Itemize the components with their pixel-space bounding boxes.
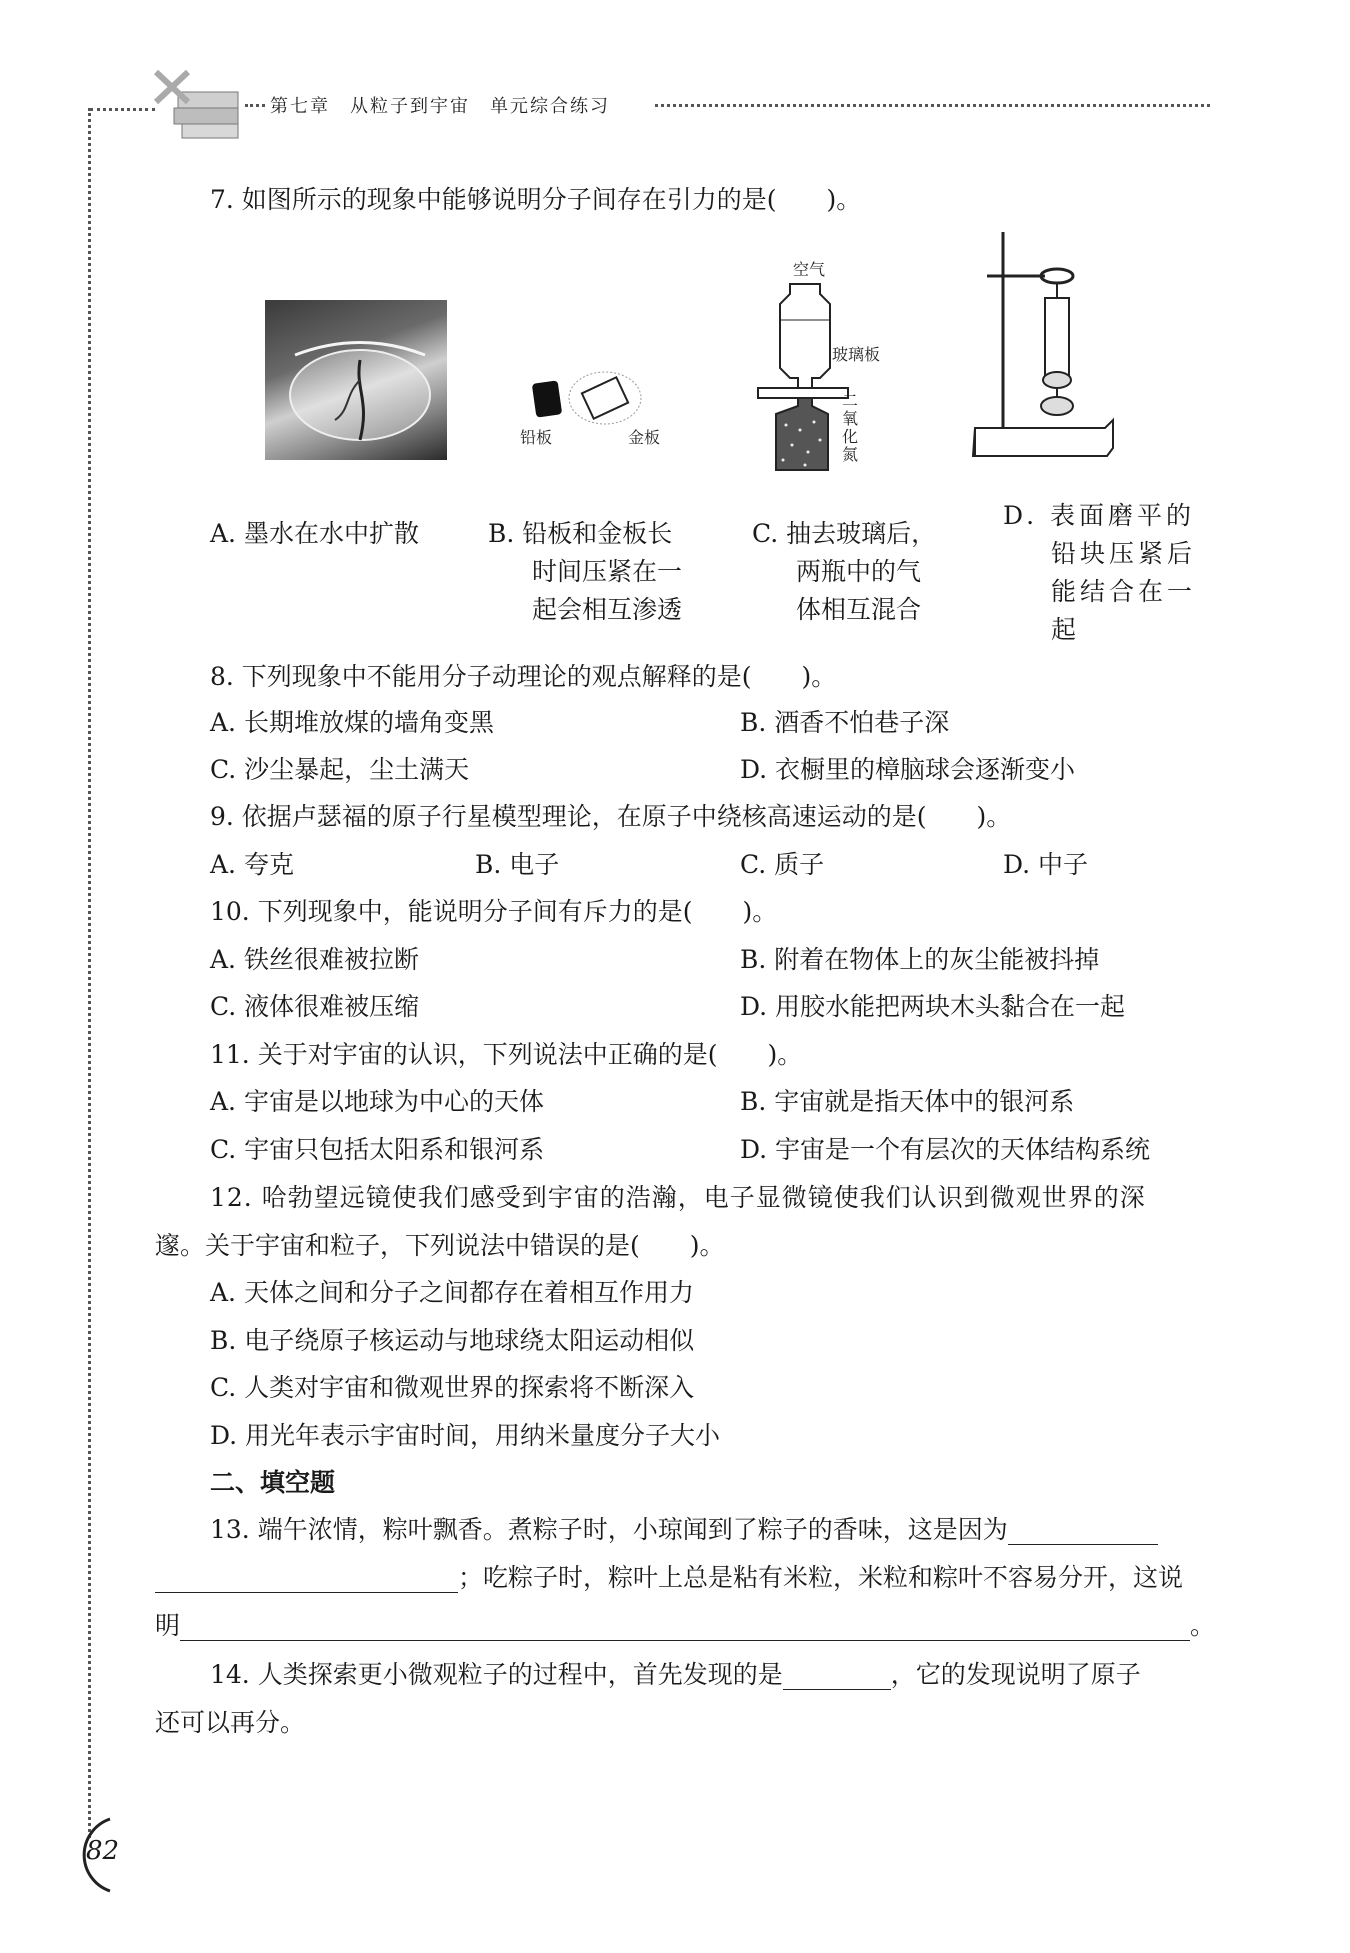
q7-option-c[interactable] <box>752 515 936 629</box>
q7-option-b[interactable] <box>488 515 682 629</box>
q13-blank-1[interactable] <box>1008 1518 1158 1545</box>
q7-option-d[interactable] <box>1003 497 1196 649</box>
q11-option-b[interactable]: B. 宇宙就是指天体中的银河系 <box>740 1087 1075 1116</box>
q11-stem: 11. 关于对宇宙的认识，下列说法中正确的是( )。 <box>210 1040 803 1069</box>
label-lead: 铅板 <box>520 428 553 447</box>
label-no2-1: 二 <box>842 391 859 410</box>
page-number: 82 <box>86 1836 120 1866</box>
q14-blank[interactable] <box>783 1663 891 1690</box>
q9-option-d[interactable]: D. 中子 <box>1003 850 1089 879</box>
figure-b-lead-gold <box>520 360 660 430</box>
q13-blank-1-cont[interactable] <box>155 1566 458 1593</box>
header-dotted-left <box>90 108 155 111</box>
q14-line2: 还可以再分。 <box>155 1708 306 1737</box>
q13-line2-text: ；吃粽子时，粽叶上总是粘有米粒，米粒和粽叶不容易分开，这说 <box>458 1563 1184 1592</box>
margin-dotted-line <box>88 108 91 1838</box>
q10-option-d[interactable]: D. 用胶水能把两块木头黏合在一起 <box>740 992 1126 1021</box>
q8-stem: 8. 下列现象中不能用分子动理论的观点解释的是( )。 <box>210 662 837 691</box>
q10-stem: 10. 下列现象中，能说明分子间有斥力的是( )。 <box>210 897 778 926</box>
q12-stem-line2: 邃。关于宇宙和粒子，下列说法中错误的是( )。 <box>155 1231 725 1260</box>
q11-option-d[interactable]: D. 宇宙是一个有层次的天体结构系统 <box>740 1135 1151 1164</box>
q11-option-a[interactable]: A. 宇宙是以地球为中心的天体 <box>210 1087 544 1116</box>
q13-line3-prefix: 明 <box>155 1611 181 1640</box>
q13-blank-2[interactable] <box>180 1614 1190 1641</box>
q8-option-c[interactable]: C. 沙尘暴起，尘土满天 <box>210 755 470 784</box>
q10-option-c[interactable]: C. 液体很难被压缩 <box>210 992 420 1021</box>
q12-option-c[interactable]: C. 人类对宇宙和微观世界的探索将不断深入 <box>210 1373 695 1402</box>
q8-option-d[interactable]: D. 衣橱里的樟脑球会逐渐变小 <box>740 755 1076 784</box>
q8-option-b[interactable]: B. 酒香不怕巷子深 <box>740 708 950 737</box>
q14-line1-text-b: ，它的发现说明了原子 <box>890 1660 1141 1689</box>
header-dotted-mid <box>245 104 265 107</box>
q11-option-c[interactable]: C. 宇宙只包括太阳系和银河系 <box>210 1135 545 1164</box>
q7-option-b-line1: B. 铅板和金板长 <box>488 519 673 548</box>
q7-option-a[interactable] <box>210 515 419 553</box>
label-glass-plate: 玻璃板 <box>832 345 881 364</box>
q7-option-d-line1: D. 表面磨平的 <box>1003 501 1196 530</box>
q12-option-d[interactable]: D. 用光年表示宇宙时间，用纳米量度分子大小 <box>210 1421 721 1450</box>
q12-option-a[interactable]: A. 天体之间和分子之间都存在着相互作用力 <box>210 1278 694 1307</box>
header-title: 第七章 从粒子到宇宙 单元综合练习 <box>270 96 610 117</box>
q7-option-c-line1: C. 抽去玻璃后， <box>752 519 937 548</box>
q7-option-d-line3: 能结合在一 <box>1051 577 1197 606</box>
label-no2-3: 化 <box>842 427 859 446</box>
q7-option-d-line4: 起 <box>1051 615 1081 644</box>
q13-line1-text: 13. 端午浓情，粽叶飘香。煮粽子时，小琼闻到了粽子的香味，这是因为 <box>210 1515 1008 1544</box>
q7-option-c-line2: 两瓶中的气 <box>796 557 922 586</box>
label-air: 空气 <box>793 260 826 279</box>
q9-option-b[interactable]: B. 电子 <box>475 850 560 879</box>
q10-option-b[interactable]: B. 附着在物体上的灰尘能被抖掉 <box>740 945 1100 974</box>
section-fill-in-title: 二、填空题 <box>210 1468 336 1497</box>
label-no2-4: 氮 <box>842 445 859 464</box>
q14-line1 <box>210 1660 1141 1690</box>
q9-stem: 9. 依据卢瑟福的原子行星模型理论，在原子中绕核高速运动的是( )。 <box>210 802 1012 831</box>
q7-option-b-line3: 起会相互渗透 <box>532 595 683 624</box>
q12-stem-line1: 12. 哈勃望远镜使我们感受到宇宙的浩瀚，电子显微镜使我们认识到微观世界的深 <box>210 1183 1146 1212</box>
header-dotted-right <box>655 104 1210 107</box>
header-logo <box>148 62 248 142</box>
q9-option-a[interactable]: A. 夸克 <box>210 850 294 879</box>
figure-d-lead-blocks-stand <box>965 228 1115 478</box>
q14-line1-text-a: 14. 人类探索更小微观粒子的过程中，首先发现的是 <box>210 1660 783 1689</box>
q13-line3 <box>155 1611 1215 1641</box>
q7-option-b-line2: 时间压紧在一 <box>532 557 683 586</box>
q10-option-a[interactable]: A. 铁丝很难被拉断 <box>210 945 419 974</box>
figure-a-ink-photo <box>265 300 447 460</box>
q7-option-c-line3: 体相互混合 <box>796 595 922 624</box>
q13-line1 <box>210 1515 1158 1545</box>
q12-option-b[interactable]: B. 电子绕原子核运动与地球绕太阳运动相似 <box>210 1326 695 1355</box>
q7-option-a-line: A. 墨水在水中扩散 <box>210 519 419 548</box>
label-gold: 金板 <box>628 428 661 447</box>
q8-option-a[interactable]: A. 长期堆放煤的墙角变黑 <box>210 708 494 737</box>
q9-option-c[interactable]: C. 质子 <box>740 850 825 879</box>
q13-line3-suffix: 。 <box>1190 1611 1216 1640</box>
q7-stem: 7. 如图所示的现象中能够说明分子间存在引力的是( )。 <box>210 185 862 214</box>
q13-line2 <box>155 1563 1183 1593</box>
q7-option-d-line2: 铅块压紧后 <box>1051 539 1197 568</box>
label-no2-2: 氧 <box>842 409 859 428</box>
